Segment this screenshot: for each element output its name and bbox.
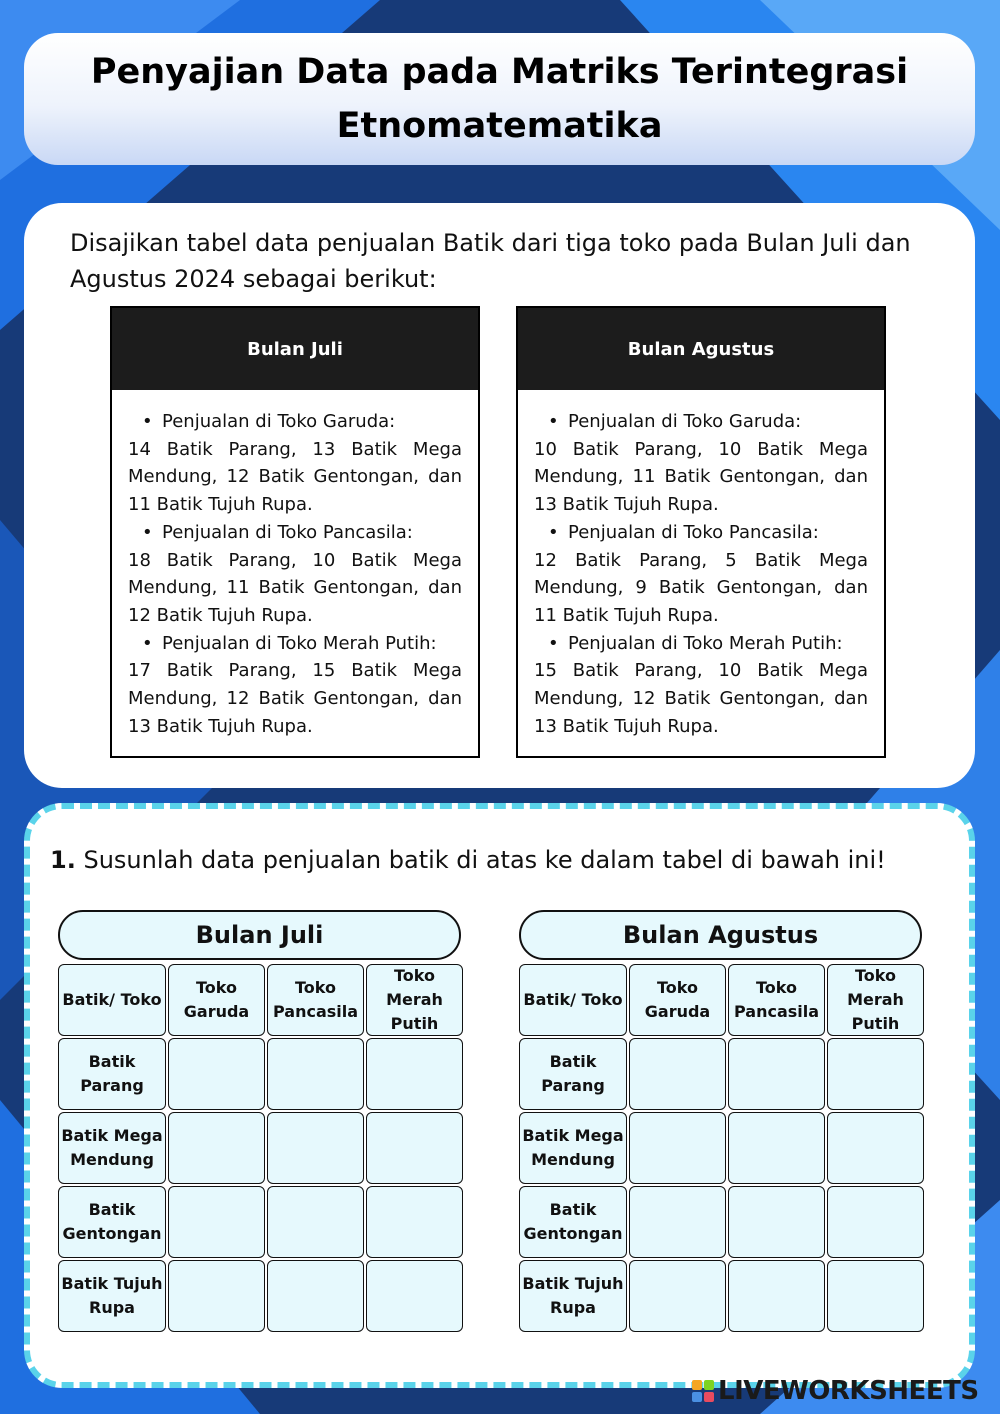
table-juli (58, 910, 461, 1332)
bullet-icon: • (548, 632, 559, 654)
answer-input-cell[interactable] (168, 1260, 265, 1332)
answer-input-cell[interactable] (728, 1260, 825, 1332)
intro-text: Disajikan tabel data penjualan Batik dari tiga toko pada Bulan Juli dan Agustus 2024 sebagai berikut: (70, 229, 911, 293)
data-info-card (24, 203, 975, 788)
answer-input-cell[interactable] (366, 1186, 463, 1258)
answer-input-cell[interactable] (827, 1112, 924, 1184)
store-detail: 14 Batik Parang, 13 Batik Mega Mendung, 12 Batik Gentongan, dan 11 Batik Tujuh Rupa. (128, 438, 462, 516)
answer-input-cell[interactable] (168, 1038, 265, 1110)
row-header-batik-mega-mendung: Batik Mega Mendung (519, 1112, 627, 1184)
column-header-toko-pancasila: Toko Pancasila (728, 964, 825, 1036)
title-banner (24, 33, 975, 165)
page-title-line-2: Etnomatematika (336, 106, 663, 146)
bullet-icon: • (142, 411, 153, 432)
column-header-toko-merah-putih: Toko Merah Putih (827, 964, 924, 1036)
answer-input-cell[interactable] (728, 1038, 825, 1110)
task-number: 1. (50, 846, 76, 874)
answer-input-cell[interactable] (267, 1038, 364, 1110)
answer-input-cell[interactable] (728, 1112, 825, 1184)
row-header-batik-gentongan: Batik Gentongan (58, 1186, 166, 1258)
month-sales-list (518, 390, 884, 740)
store-detail: 10 Batik Parang, 10 Batik Mega Mendung, 11 Batik Gentongan, dan 13 Batik Tujuh Rupa. (534, 438, 868, 516)
store-detail: 12 Batik Parang, 5 Batik Mega Mendung, 9 Batik Gentongan, dan 11 Batik Tujuh Rupa. (534, 549, 868, 626)
store-title: • Penjualan di Toko Merah Putih: (128, 630, 462, 658)
table-title: Bulan Agustus (519, 910, 922, 960)
table-title: Bulan Juli (58, 910, 461, 960)
bullet-icon: • (548, 521, 559, 543)
task-instruction: Susunlah data penjualan batik di atas ke dalam tabel di bawah ini! (83, 846, 886, 874)
answer-input-cell[interactable] (168, 1112, 265, 1184)
liveworksheets-logo-icon (692, 1380, 714, 1402)
matrix-grid (58, 964, 461, 1332)
store-title: • Penjualan di Toko Pancasila: (534, 519, 868, 547)
row-header-batik-parang: Batik Parang (58, 1038, 166, 1110)
answer-input-cell[interactable] (629, 1186, 726, 1258)
store-title: • Penjualan di Toko Merah Putih: (534, 630, 868, 658)
answer-input-cell[interactable] (728, 1186, 825, 1258)
month-heading: Bulan Juli (112, 308, 478, 390)
corner-header-cell: Batik/ Toko (58, 964, 166, 1036)
row-header-batik-gentongan: Batik Gentongan (519, 1186, 627, 1258)
answer-input-cell[interactable] (168, 1186, 265, 1258)
answer-input-cell[interactable] (827, 1260, 924, 1332)
answer-input-cell[interactable] (366, 1112, 463, 1184)
bullet-icon: • (142, 521, 153, 543)
table-agustus (519, 910, 922, 1332)
answer-input-cell[interactable] (267, 1112, 364, 1184)
month-box-agustus (516, 306, 886, 758)
answer-input-cell[interactable] (366, 1038, 463, 1110)
row-header-batik-mega-mendung: Batik Mega Mendung (58, 1112, 166, 1184)
store-title: • Penjualan di Toko Garuda: (128, 408, 462, 436)
answer-input-cell[interactable] (827, 1038, 924, 1110)
column-header-toko-garuda: Toko Garuda (629, 964, 726, 1036)
store-detail: 18 Batik Parang, 10 Batik Mega Mendung, 11 Batik Gentongan, dan 12 Batik Tujuh Rupa. (128, 549, 462, 626)
answer-input-cell[interactable] (267, 1186, 364, 1258)
column-header-toko-pancasila: Toko Pancasila (267, 964, 364, 1036)
store-title: • Penjualan di Toko Pancasila: (128, 519, 462, 547)
row-header-batik-tujuh-rupa: Batik Tujuh Rupa (58, 1260, 166, 1332)
answer-input-cell[interactable] (629, 1112, 726, 1184)
corner-header-cell: Batik/ Toko (519, 964, 627, 1036)
answer-input-cell[interactable] (629, 1260, 726, 1332)
matrix-grid (519, 964, 922, 1332)
logo-text: LIVEWORKSHEETS (718, 1376, 979, 1406)
month-heading: Bulan Agustus (518, 308, 884, 390)
store-detail: 15 Batik Parang, 10 Batik Mega Mendung, 12 Batik Gentongan, dan 13 Batik Tujuh Rupa. (534, 660, 868, 737)
bullet-icon: • (548, 411, 559, 432)
month-box-juli (110, 306, 480, 758)
answer-input-cell[interactable] (267, 1260, 364, 1332)
page-title-line-1: Penyajian Data pada Matriks Terintegrasi (90, 52, 909, 92)
answer-input-cell[interactable] (366, 1260, 463, 1332)
column-header-toko-garuda: Toko Garuda (168, 964, 265, 1036)
liveworksheets-logo (692, 1376, 979, 1406)
month-sales-list (112, 390, 478, 740)
store-detail: 17 Batik Parang, 15 Batik Mega Mendung, 12 Batik Gentongan, dan 13 Batik Tujuh Rupa. (128, 660, 462, 737)
task-card (24, 803, 975, 1388)
task-question (50, 843, 886, 877)
column-header-toko-merah-putih: Toko Merah Putih (366, 964, 463, 1036)
answer-input-cell[interactable] (827, 1186, 924, 1258)
answer-input-cell[interactable] (629, 1038, 726, 1110)
bullet-icon: • (142, 632, 153, 654)
row-header-batik-tujuh-rupa: Batik Tujuh Rupa (519, 1260, 627, 1332)
row-header-batik-parang: Batik Parang (519, 1038, 627, 1110)
store-title: • Penjualan di Toko Garuda: (534, 408, 868, 436)
